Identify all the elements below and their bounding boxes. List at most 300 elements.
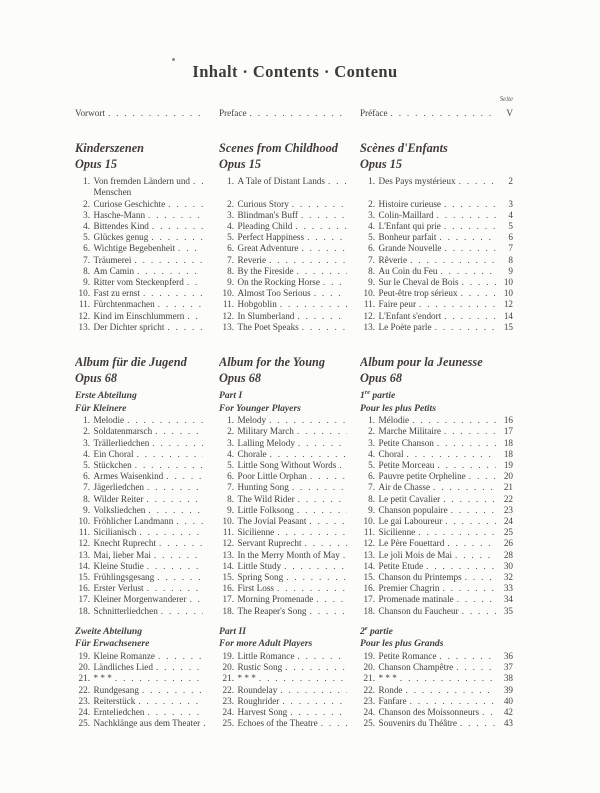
- item-number: 1.: [83, 415, 90, 426]
- toc-item: [75, 606, 219, 617]
- item-number: 10.: [222, 288, 234, 299]
- toc-section-2: [0, 354, 600, 729]
- toc-item: [219, 232, 360, 243]
- item-title: Little Song Without Words: [237, 460, 337, 471]
- dot-leader: [178, 243, 203, 254]
- item-title: Bonheur parfait: [378, 232, 437, 243]
- item-title: Almost Too Serious: [237, 288, 311, 299]
- item-number: 14.: [78, 560, 90, 571]
- dot-leader: [412, 415, 496, 426]
- dot-leader: [444, 426, 496, 437]
- section-opus: Opus 15: [75, 157, 118, 172]
- dot-leader: [465, 572, 496, 583]
- item-title: Le petit Cavalier: [378, 493, 441, 504]
- part-subhead: [360, 390, 513, 415]
- item-title: Chorale: [237, 448, 267, 459]
- dot-leader: [193, 176, 203, 187]
- item-page-number: 7: [508, 243, 513, 254]
- item-title: Hunting Song: [237, 482, 289, 493]
- item-number: 11.: [78, 527, 90, 538]
- item-title: Rustic Song: [237, 662, 283, 673]
- item-number: 6.: [83, 471, 90, 482]
- dot-leader: [314, 288, 347, 299]
- item-number: 13.: [363, 321, 375, 332]
- toc-item: [360, 651, 513, 662]
- item-number: 8.: [83, 493, 90, 504]
- item-title: Promenade matinale: [378, 594, 454, 605]
- item-title: Hasche-Mann: [93, 209, 146, 220]
- toc-item-row: [75, 707, 600, 718]
- dot-leader: [146, 494, 203, 505]
- item-page-number: 40: [503, 695, 513, 706]
- item-number: 10.: [78, 516, 90, 527]
- section-opus: Opus 15: [219, 157, 262, 172]
- toc-item-row: [75, 696, 600, 707]
- item-number: 13.: [222, 549, 234, 560]
- item-number: 9.: [368, 277, 375, 288]
- toc-item: [219, 505, 360, 516]
- item-page-number: 14: [503, 310, 513, 321]
- dot-leader: [286, 572, 347, 583]
- item-page-number: 28: [503, 549, 513, 560]
- item-title: Kleiner Morgenwanderer: [93, 594, 187, 605]
- item-number: 12.: [363, 310, 375, 321]
- toc-item-row: [75, 426, 600, 437]
- item-title: Wichtige Begebenheit: [93, 243, 176, 254]
- toc-item-row: [75, 415, 600, 426]
- dot-leader: [305, 538, 347, 549]
- item-number: 23.: [78, 695, 90, 706]
- part-subhead-line: For more Adult Players: [219, 638, 313, 650]
- dot-leader: [295, 221, 347, 232]
- dot-leader: [410, 255, 496, 266]
- item-number: 23.: [222, 695, 234, 706]
- dot-leader: [156, 662, 203, 673]
- toc-item: [360, 277, 513, 288]
- dot-leader: [298, 494, 347, 505]
- item-number: 11.: [222, 527, 234, 538]
- toc-item: [75, 232, 219, 243]
- dot-leader: [285, 662, 347, 673]
- empty-cell: [219, 187, 360, 198]
- item-number: 6.: [227, 243, 234, 254]
- dot-leader: [148, 505, 203, 516]
- item-title: Ein Choral: [93, 448, 134, 459]
- part-subhead-line: Part I: [219, 390, 243, 402]
- item-page-number: 2: [508, 176, 513, 187]
- toc-item: [75, 482, 219, 493]
- toc-item: [219, 707, 360, 718]
- item-title: Fröhlicher Landmann: [93, 516, 174, 527]
- dot-leader: [154, 550, 203, 561]
- item-number: 17.: [363, 594, 375, 605]
- dot-leader: [292, 199, 347, 210]
- item-title: Chanson Champêtre: [378, 662, 454, 673]
- toc-item: [219, 494, 360, 505]
- toc-item-row: [75, 527, 600, 538]
- item-title: Nachklänge aus dem Theater: [93, 718, 201, 729]
- item-number: 13.: [222, 321, 234, 332]
- item-page-number: 6: [508, 232, 513, 243]
- item-page-number: 18: [503, 448, 513, 459]
- item-number: 6.: [368, 243, 375, 254]
- section-title: Scènes d'Enfants: [360, 141, 448, 156]
- item-number: 5.: [83, 460, 90, 471]
- item-number: 13.: [78, 321, 90, 332]
- item-number: 6.: [83, 243, 90, 254]
- toc-section-1: [0, 140, 600, 333]
- dot-leader: [410, 696, 496, 707]
- item-number: 11.: [222, 299, 234, 310]
- dot-leader: [280, 299, 347, 310]
- item-number: 5.: [227, 232, 234, 243]
- item-title: Pauvre petite Orpheline: [378, 471, 466, 482]
- dot-leader: [301, 243, 347, 254]
- item-number: 13.: [78, 549, 90, 560]
- dot-leader: [343, 550, 347, 561]
- item-number: 12.: [78, 538, 90, 549]
- item-title: Ländliches Lied: [93, 662, 153, 673]
- dot-leader: [134, 255, 203, 266]
- toc-item: [219, 527, 360, 538]
- item-number: 13.: [363, 549, 375, 560]
- toc-item: [360, 606, 513, 617]
- item-page-number: 19: [503, 460, 513, 471]
- item-title: Fürchtenmachen: [93, 299, 155, 310]
- dot-leader: [290, 707, 347, 718]
- toc-item-row: [75, 662, 600, 673]
- toc-item-row: [75, 322, 600, 333]
- item-page-number: 39: [503, 684, 513, 695]
- item-title: Ernteliedchen: [93, 707, 145, 718]
- item-title: Träumerei: [93, 254, 132, 265]
- toc-item: [75, 460, 219, 471]
- toc-item-row: [75, 266, 600, 277]
- toc-item: [219, 210, 360, 221]
- toc-item: [75, 561, 219, 572]
- dot-leader: [148, 210, 203, 221]
- toc-item: [75, 527, 219, 538]
- item-title: Choral: [378, 448, 404, 459]
- toc-item: [360, 505, 513, 516]
- item-number: 3.: [83, 437, 90, 448]
- item-number: 6.: [368, 471, 375, 482]
- dot-leader: [419, 299, 496, 310]
- dot-leader: [482, 707, 496, 718]
- item-page-number: 24: [503, 516, 513, 527]
- toc-item-row: [75, 232, 600, 243]
- toc-item: [75, 299, 219, 310]
- dot-leader: [147, 583, 203, 594]
- item-number: 22.: [222, 684, 234, 695]
- part-subhead: [219, 390, 360, 415]
- toc-item-row: [75, 311, 600, 322]
- section-title: Album pour la Jeunesse: [360, 355, 483, 370]
- dot-leader: [310, 606, 347, 617]
- item-number: 9.: [83, 504, 90, 515]
- toc-item: [360, 176, 513, 187]
- item-title: L'Enfant qui prie: [378, 221, 441, 232]
- part-subhead-line: Pour les plus Grands: [360, 638, 444, 650]
- toc-item: [360, 460, 513, 471]
- toc-item: [360, 718, 513, 729]
- dot-leader: [462, 277, 496, 288]
- item-number: 20.: [222, 662, 234, 673]
- toc-item: [75, 494, 219, 505]
- toc-item: [75, 516, 219, 527]
- dot-leader: [269, 255, 347, 266]
- section-opus: Opus 68: [75, 371, 118, 386]
- toc-item: [219, 415, 360, 426]
- toc-item-row: [75, 221, 600, 232]
- item-title: Sicilienne: [378, 527, 416, 538]
- toc-item: [75, 449, 219, 460]
- dot-leader: [426, 561, 496, 572]
- dot-leader: [139, 527, 203, 538]
- toc-item: [360, 685, 513, 696]
- item-title: Histoire curieuse: [378, 198, 442, 209]
- item-number: 25.: [78, 718, 90, 729]
- toc-item: [219, 243, 360, 254]
- toc-item: [219, 266, 360, 277]
- section-header: [360, 354, 513, 386]
- item-number: 12.: [78, 310, 90, 321]
- item-number: 11.: [363, 299, 375, 310]
- item-number: 24.: [78, 707, 90, 718]
- item-title: Erster Verlust: [93, 583, 144, 594]
- item-page-number: 34: [503, 594, 513, 605]
- toc-item-row: [75, 561, 600, 572]
- dot-leader: [151, 232, 203, 243]
- toc-item: [75, 255, 219, 266]
- toc-item-row: [75, 471, 600, 482]
- section-title: Album for the Young: [219, 355, 326, 370]
- item-title: Marche Militaire: [378, 426, 442, 437]
- dot-leader: [187, 277, 203, 288]
- item-number: 17.: [78, 594, 90, 605]
- toc-item: [360, 471, 513, 482]
- item-title: Le joli Mois de Mai: [378, 549, 452, 560]
- dot-leader: [203, 718, 206, 729]
- dot-leader: [159, 538, 203, 549]
- toc-item-row: [75, 243, 600, 254]
- dot-leader: [444, 199, 496, 210]
- toc-item: [360, 494, 513, 505]
- toc-item: [219, 583, 360, 594]
- item-title: Trällerliedchen: [93, 437, 150, 448]
- item-title: Fast zu ernst: [93, 288, 140, 299]
- section-header: [219, 140, 360, 172]
- toc-item: [75, 277, 219, 288]
- item-title: Sur le Cheval de Bois: [378, 277, 459, 288]
- item-number: 16.: [222, 583, 234, 594]
- dot-leader: [166, 471, 203, 482]
- item-title: Ronde: [378, 684, 403, 695]
- item-title: Roughrider: [237, 695, 280, 706]
- toc-item: [360, 516, 513, 527]
- item-page-number: 9: [508, 265, 513, 276]
- dot-leader: [161, 606, 203, 617]
- toc-item: [360, 255, 513, 266]
- item-number: 7.: [83, 482, 90, 493]
- item-number: 7.: [368, 254, 375, 265]
- toc-item: [219, 471, 360, 482]
- item-title: Spring Song: [237, 572, 284, 583]
- item-title: Von fremden Ländern und: [93, 176, 191, 187]
- dot-leader: [127, 415, 203, 426]
- item-title: Mélodie: [378, 415, 410, 426]
- toc-item: [75, 662, 219, 673]
- dot-leader: [459, 176, 496, 187]
- item-number: 3.: [83, 209, 90, 220]
- dot-leader: [461, 288, 496, 299]
- item-title: Hobgoblin: [237, 299, 277, 310]
- item-page-number: 37: [503, 662, 513, 673]
- dot-leader: [168, 199, 203, 210]
- item-title: Kind im Einschlummern: [93, 310, 185, 321]
- item-number: 23.: [363, 695, 375, 706]
- dot-leader: [297, 651, 347, 662]
- item-page-number: 10: [503, 277, 513, 288]
- dot-leader: [433, 482, 496, 493]
- part-subhead-line: Für Kleinere: [75, 402, 127, 414]
- item-title: Lalling Melody: [237, 437, 295, 448]
- item-title: Schnitterliedchen: [93, 605, 158, 616]
- ordinal-superscript: e: [364, 625, 368, 632]
- toc-item: [75, 438, 219, 449]
- section-header: [360, 140, 513, 172]
- dot-leader: [339, 460, 347, 471]
- section-headers: [75, 354, 600, 386]
- item-title: The Wild Rider: [237, 493, 295, 504]
- dot-leader: [142, 685, 203, 696]
- preface-label-de: Vorwort: [75, 108, 105, 118]
- section-opus: Opus 68: [219, 371, 262, 386]
- item-number: 3.: [227, 209, 234, 220]
- toc-item: [75, 707, 219, 718]
- item-number: 6.: [227, 471, 234, 482]
- item-title: Reverie: [237, 254, 267, 265]
- dot-leader: [321, 718, 347, 729]
- dot-leader: [135, 460, 203, 471]
- item-title: Morning Promenade: [237, 594, 314, 605]
- item-title: Little Folksong: [237, 504, 294, 515]
- toc-item-row: [75, 299, 600, 310]
- toc-item: [360, 322, 513, 333]
- toc-item: [219, 718, 360, 729]
- toc-item: [219, 606, 360, 617]
- part-subhead-line: 2e partie: [360, 625, 393, 637]
- item-title: Bittendes Kind: [93, 221, 149, 232]
- preface-cell-en: [219, 108, 360, 119]
- part-subhead-line: Pour les plus Petits: [360, 402, 436, 414]
- dot-leader: [298, 438, 347, 449]
- item-number: 4.: [368, 221, 375, 232]
- toc-item: [75, 288, 219, 299]
- item-title: Sicilianisch: [93, 527, 137, 538]
- toc-item: [360, 449, 513, 460]
- dot-leader: [189, 594, 203, 605]
- toc-item: [360, 673, 513, 684]
- toc-item: [360, 232, 513, 243]
- item-page-number: 20: [503, 471, 513, 482]
- section-opus: Opus 15: [360, 157, 403, 172]
- toc-item: [219, 255, 360, 266]
- item-title: Fanfare: [378, 695, 407, 706]
- item-page-number: 3: [508, 198, 513, 209]
- item-page-number: 33: [503, 583, 513, 594]
- item-page-number: 25: [503, 527, 513, 538]
- toc-item: [360, 572, 513, 583]
- dot-leader: [469, 471, 496, 482]
- toc-item: [360, 550, 513, 561]
- item-number: 8.: [227, 265, 234, 276]
- dot-leader: [391, 108, 496, 119]
- item-number: 16.: [363, 583, 375, 594]
- item-number: 12.: [363, 538, 375, 549]
- item-title: Faire peur: [378, 299, 416, 310]
- toc-item: [75, 210, 219, 221]
- part-subhead: [75, 390, 219, 415]
- item-number: 2.: [368, 198, 375, 209]
- toc-item: [219, 685, 360, 696]
- toc-item: [219, 221, 360, 232]
- dot-leader: [439, 232, 496, 243]
- item-number: 4.: [227, 221, 234, 232]
- dot-leader: [437, 460, 496, 471]
- dot-leader: [115, 673, 203, 684]
- toc-item: [219, 199, 360, 210]
- sections-container: [0, 140, 600, 729]
- toc-item: [360, 288, 513, 299]
- dot-leader: [437, 438, 496, 449]
- ink-speck: [172, 58, 175, 61]
- part-subhead: [219, 626, 360, 651]
- toc-item: [360, 707, 513, 718]
- toc-item: [360, 426, 513, 437]
- item-number: 9.: [368, 504, 375, 515]
- toc-item: [360, 299, 513, 310]
- item-title: Ritter vom Steckenpferd: [93, 277, 184, 288]
- part-subhead-line: 1re partie: [360, 390, 396, 402]
- toc-item: [360, 210, 513, 221]
- item-number: 14.: [222, 560, 234, 571]
- item-title: Le gai Laboureur: [378, 516, 443, 527]
- dot-leader: [400, 673, 496, 684]
- toc-item-row: [75, 255, 600, 266]
- toc-item-row: [75, 176, 600, 187]
- dot-leader: [435, 322, 496, 333]
- item-number: 1.: [368, 415, 375, 426]
- toc-item: [219, 482, 360, 493]
- item-title: Chanson des Moissonneurs: [378, 707, 480, 718]
- item-number: 8.: [227, 493, 234, 504]
- item-page-number: 10: [503, 288, 513, 299]
- item-title: Grande Nouvelle: [378, 243, 442, 254]
- item-title: Petite Chanson: [378, 437, 434, 448]
- item-number: 21.: [78, 673, 90, 684]
- dot-leader: [418, 527, 496, 538]
- item-page-number: 30: [503, 560, 513, 571]
- toc-item-row: [75, 550, 600, 561]
- item-number: 7.: [368, 482, 375, 493]
- dot-leader: [323, 277, 347, 288]
- item-number: 10.: [363, 288, 375, 299]
- toc-item: [75, 651, 219, 662]
- dot-leader: [187, 311, 203, 322]
- item-number: 8.: [368, 265, 375, 276]
- toc-item: [75, 505, 219, 516]
